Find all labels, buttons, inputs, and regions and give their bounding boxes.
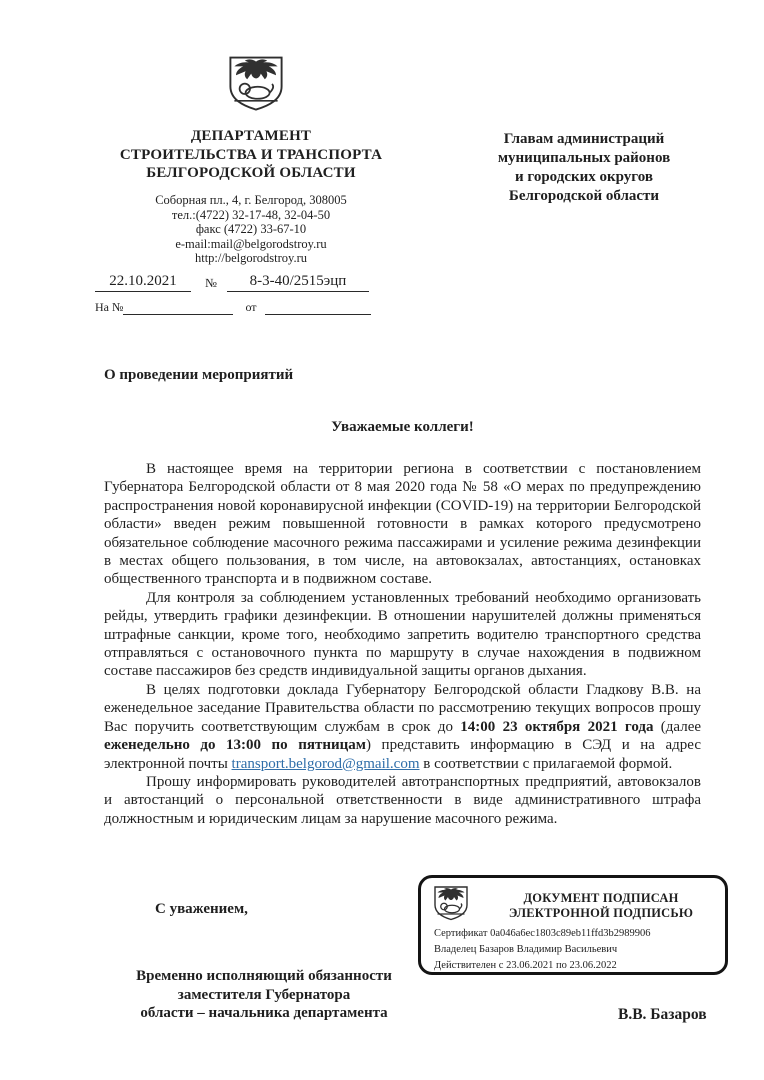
deadline-bold: 14:00 23 октября 2021 года	[460, 718, 654, 735]
number-sign-label: №	[205, 276, 217, 290]
contact-fax: факс (4722) 33-67-10	[195, 222, 307, 237]
org-name-line: БЕЛГОРОДСКОЙ ОБЛАСТИ	[146, 165, 356, 181]
stamp-owner: Владелец Базаров Владимир Васильевич	[434, 944, 618, 955]
contact-phone: тел.:(4722) 32-17-48, 32-04-50	[171, 207, 331, 222]
addressee-block	[468, 130, 700, 206]
reference-block	[95, 273, 387, 315]
sender-org-name	[86, 127, 416, 183]
letter-body	[104, 460, 701, 828]
body-text-segment: (далее	[653, 718, 702, 735]
addressee-line: Главам администраций	[503, 131, 665, 147]
signer-position	[118, 967, 410, 1023]
date-number-row	[95, 273, 387, 292]
from-label: от	[245, 300, 257, 314]
sender-contacts	[86, 193, 416, 266]
body-text-segment: В целях подготовки доклада Губернатору Белгородской области Гладкову В.В. на еженедельное заседание Правительства области по рассмотрению текущих вопросов прошу Вас поручить соответствующим службам в срок до	[104, 681, 701, 735]
signer-name: В.В. Базаров	[618, 1006, 707, 1023]
reply-to-label: На №	[95, 300, 124, 314]
stamp-title-line: ЭЛЕКТРОННОЙ ПОДПИСЬЮ	[508, 905, 694, 920]
addressee-line: Белгородской области	[508, 188, 660, 204]
regards-line: С уважением,	[155, 901, 248, 917]
addressee-line: и городских округов	[515, 169, 653, 185]
digital-signature-stamp	[418, 875, 728, 975]
belgorod-coat-of-arms-icon	[224, 54, 288, 114]
body-text-segment: ) представить информацию в СЭД и на адрес электронной почты	[104, 737, 701, 772]
reply-number-blank-field	[123, 300, 233, 315]
reply-reference-row	[95, 300, 387, 315]
weekly-deadline-bold: еженедельно до 13:00 по пятницам	[104, 737, 366, 754]
addressee-line: муниципальных районов	[497, 150, 671, 166]
date-field: 22.10.2021	[95, 273, 191, 292]
salutation: Уважаемые коллеги!	[331, 419, 474, 435]
contact-address: Соборная пл., 4, г. Белгород, 308005	[155, 193, 347, 207]
report-email-link[interactable]: transport.belgorod@gmail.com	[231, 755, 420, 772]
stamp-certificate: Сертификат 0a046a6ec1803c89eb11ffd3b2989906	[434, 928, 651, 939]
belgorod-coat-of-arms-icon	[431, 885, 471, 922]
paragraph-deadline	[104, 681, 701, 773]
contact-email: e-mail:mail@belgorodstroy.ru	[175, 236, 327, 251]
subject-line: О проведении мероприятий	[104, 367, 294, 383]
signer-position-line: заместителя Губернатора	[177, 986, 351, 1003]
paragraph-responsibility: Прошу информировать руководителей автотранспортных предприятий, автовокзалов и автостанций о персональной ответственности в виде административного штрафа должностным и юридическим лицам за нарушение масочного режима.	[104, 773, 701, 827]
stamp-validity: Действителен с 23.06.2021 по 23.06.2022	[434, 960, 617, 971]
paragraph-control: Для контроля за соблюдением установленных требований необходимо организовать рейды, утвердить графики дезинфекции. В отношении нарушителей должны применяться штрафные санкции, кроме того, необходимо запретить водителю транспортного средства отправляться с остановочного пункта по маршруту в случае нахождения в подвижном составе пассажиров без средств индивидуальной защиты органов дыхания.	[104, 589, 701, 680]
signer-position-line: области – начальника департамента	[140, 1005, 388, 1021]
org-name-line: СТРОИТЕЛЬСТВА И ТРАНСПОРТА	[119, 146, 383, 163]
doc-number-field: 8-3-40/2515эцп	[227, 273, 369, 292]
signer-position-line: Временно исполняющий обязанности	[136, 968, 392, 984]
org-name-line: ДЕПАРТАМЕНТ	[190, 128, 312, 144]
paragraph-regime: В настоящее время на территории региона в соответствии с постановлением Губернатора Белгородской области от 8 мая 2020 года № 58 «О мерах по предупреждению распространения новой коронавирусной инфекции (COVID-19) на территории Белгородской области» введен режим повышенной готовности в рамках которого предусмотрено обязательное соблюдение масочного режима пассажирами и усиление режима дезинфекции в местах общего пользования, в том числе, на автовокзалах, автостанциях, остановках общественного транспорта и в подвижном составе.	[104, 461, 701, 588]
reply-date-blank-field	[265, 300, 371, 315]
body-text-segment: в соответствии с прилагаемой формой.	[419, 755, 673, 772]
contact-website: http://belgorodstroy.ru	[194, 251, 308, 266]
stamp-title	[483, 891, 719, 920]
stamp-title-line: ДОКУМЕНТ ПОДПИСАН	[523, 891, 679, 905]
